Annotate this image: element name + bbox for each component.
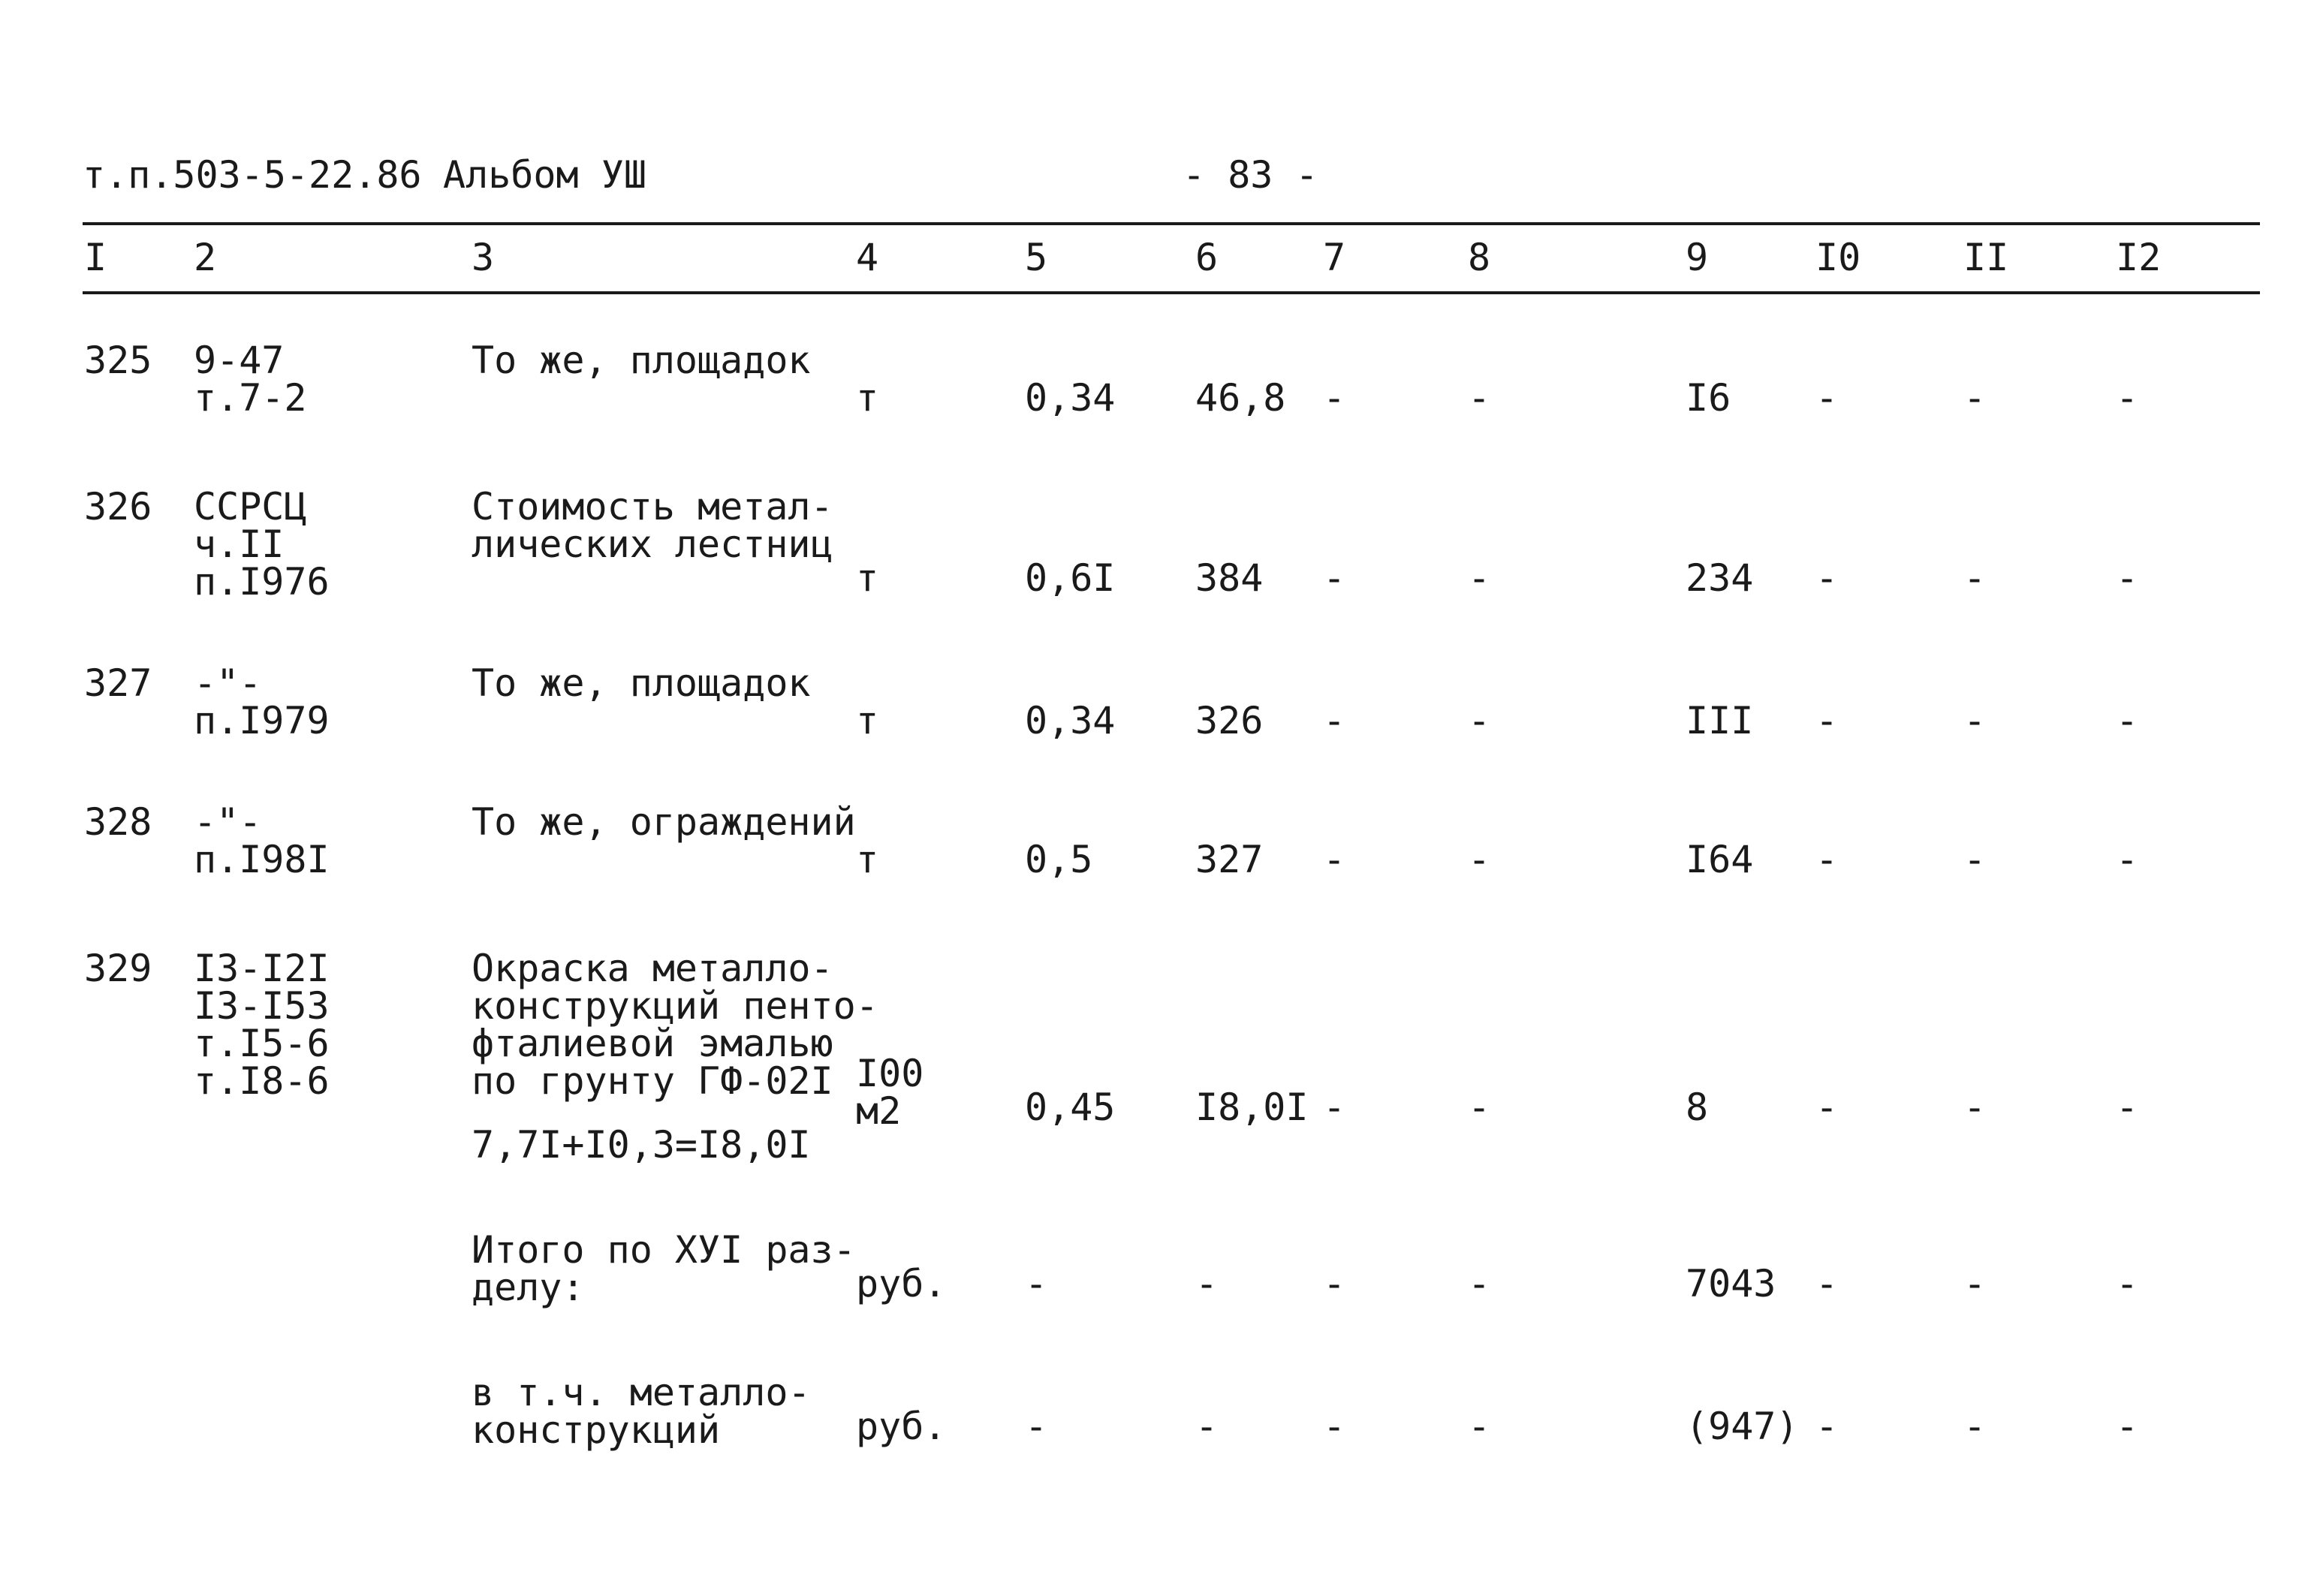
col-12: - — [2116, 1262, 2139, 1305]
col-7: - — [1323, 838, 1346, 881]
col-11: - — [1963, 838, 1987, 881]
col-8: - — [1468, 376, 1491, 420]
total-label: Итого по ХУI раз- делу: — [472, 1228, 856, 1309]
col-8: - — [1468, 1086, 1491, 1129]
column-header: 7 — [1323, 236, 1346, 279]
column-header: 9 — [1686, 236, 1709, 279]
header-bottom-rule — [83, 291, 2260, 294]
col-7: - — [1323, 1086, 1346, 1129]
col-8: - — [1468, 1262, 1491, 1305]
quantity: 0,6I — [1025, 556, 1116, 600]
page-number: - 83 - — [1183, 153, 1318, 197]
norm-code: -"- п.I98I — [194, 800, 330, 881]
col-10: - — [1815, 1405, 1839, 1448]
norm-code: 9-47 т.7-2 — [194, 339, 307, 420]
header-top-rule — [83, 222, 2260, 225]
col-10: - — [1815, 556, 1839, 600]
col-12: - — [2116, 376, 2139, 420]
total-cost: 7043 — [1686, 1262, 1776, 1305]
work-name: То же, площадок — [472, 339, 811, 382]
calculation-note: 7,7I+I0,3=I8,0I — [472, 1123, 811, 1167]
norm-code: -"- п.I979 — [194, 661, 330, 742]
col-8: - — [1468, 838, 1491, 881]
col-7: - — [1323, 556, 1346, 600]
column-header: 2 — [194, 236, 217, 279]
column-header: II — [1963, 236, 2009, 279]
unit: I00 м2 — [856, 1052, 924, 1133]
col-11: - — [1963, 1086, 1987, 1129]
column-header: I — [84, 236, 107, 279]
total-cost: I64 — [1686, 838, 1754, 881]
unit-price: 384 — [1195, 556, 1264, 600]
col-12: - — [2116, 556, 2139, 600]
total-cost: (947) — [1686, 1405, 1799, 1448]
row-number: 327 — [84, 661, 152, 705]
unit: руб. — [856, 1405, 947, 1448]
col-10: - — [1815, 838, 1839, 881]
col-12: - — [2116, 838, 2139, 881]
col-8: - — [1468, 1405, 1491, 1448]
quantity: - — [1025, 1262, 1048, 1305]
col-11: - — [1963, 1262, 1987, 1305]
quantity: - — [1025, 1405, 1048, 1448]
work-name: То же, ограждений — [472, 800, 856, 844]
col-11: - — [1963, 699, 1987, 742]
col-12: - — [2116, 1086, 2139, 1129]
row-number: 326 — [84, 485, 152, 528]
column-header: 4 — [856, 236, 879, 279]
unit-price: - — [1195, 1405, 1219, 1448]
album-title: Альбом УШ — [443, 153, 646, 197]
work-name: Окраска металло- конструкций пенто- фталиевой эмалью по грунту ГФ-02I — [472, 947, 878, 1103]
column-header: I0 — [1815, 236, 1861, 279]
unit-price: I8,0I — [1195, 1086, 1309, 1129]
row-number: 328 — [84, 800, 152, 844]
norm-code: ССРСЦ ч.II п.I976 — [194, 485, 330, 604]
col-11: - — [1963, 556, 1987, 600]
quantity: 0,34 — [1025, 699, 1116, 742]
col-11: - — [1963, 1405, 1987, 1448]
col-8: - — [1468, 699, 1491, 742]
col-12: - — [2116, 1405, 2139, 1448]
unit: руб. — [856, 1262, 947, 1305]
unit-price: 327 — [1195, 838, 1264, 881]
work-name: То же, площадок — [472, 661, 811, 705]
work-name: Стоимость метал- лических лестниц — [472, 485, 833, 566]
row-number: 329 — [84, 947, 152, 990]
col-10: - — [1815, 1086, 1839, 1129]
total-cost: 8 — [1686, 1086, 1709, 1129]
unit: т — [856, 376, 879, 420]
unit-price: 326 — [1195, 699, 1264, 742]
subtotal-label: в т.ч. металло- конструкций — [472, 1371, 811, 1452]
col-11: - — [1963, 376, 1987, 420]
unit-price: 46,8 — [1195, 376, 1286, 420]
quantity: 0,45 — [1025, 1086, 1116, 1129]
quantity: 0,34 — [1025, 376, 1116, 420]
col-7: - — [1323, 1405, 1346, 1448]
column-header: I2 — [2116, 236, 2162, 279]
unit: т — [856, 838, 879, 881]
doc-reference: т.п.503-5-22.86 — [83, 153, 422, 197]
column-header: 5 — [1025, 236, 1048, 279]
unit-price: - — [1195, 1262, 1219, 1305]
column-header: 6 — [1195, 236, 1219, 279]
col-12: - — [2116, 699, 2139, 742]
col-7: - — [1323, 699, 1346, 742]
col-10: - — [1815, 1262, 1839, 1305]
total-cost: 234 — [1686, 556, 1754, 600]
col-10: - — [1815, 376, 1839, 420]
col-10: - — [1815, 699, 1839, 742]
quantity: 0,5 — [1025, 838, 1093, 881]
row-number: 325 — [84, 339, 152, 382]
total-cost: III — [1686, 699, 1754, 742]
col-7: - — [1323, 1262, 1346, 1305]
total-cost: I6 — [1686, 376, 1731, 420]
column-header: 3 — [472, 236, 495, 279]
unit: т — [856, 556, 879, 600]
column-header: 8 — [1468, 236, 1491, 279]
col-7: - — [1323, 376, 1346, 420]
unit: т — [856, 699, 879, 742]
col-8: - — [1468, 556, 1491, 600]
norm-code: I3-I2I I3-I53 т.I5-6 т.I8-6 — [194, 947, 330, 1103]
